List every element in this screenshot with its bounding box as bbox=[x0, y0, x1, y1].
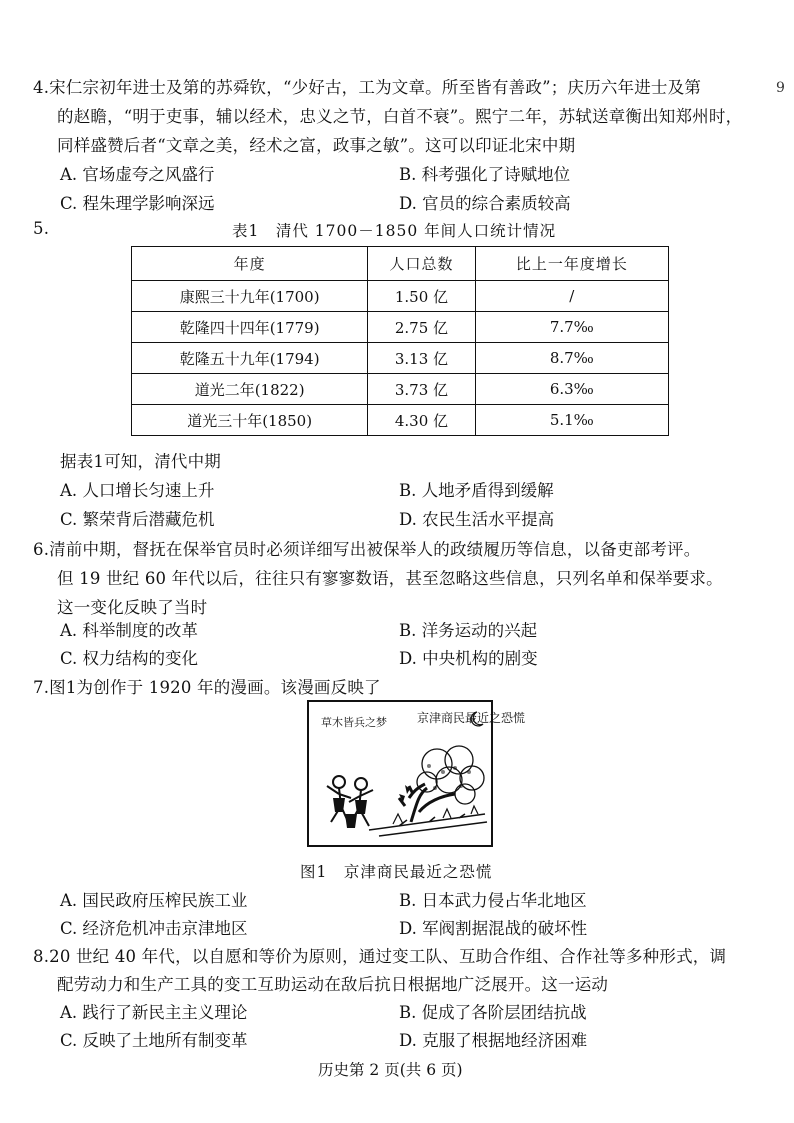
q6-option-b: B. 洋务运动的兴起 bbox=[399, 621, 538, 640]
q5-option-d: D. 农民生活水平提高 bbox=[399, 510, 555, 529]
page-footer: 历史第 2 页(共 6 页) bbox=[318, 1061, 463, 1079]
q7-option-d: D. 军阀割据混战的破坏性 bbox=[399, 919, 588, 938]
cell-year: 康熙三十九年(1700) bbox=[132, 281, 368, 312]
q8-option-d: D. 克服了根据地经济困难 bbox=[399, 1031, 588, 1050]
margin-mark: 9 bbox=[776, 80, 785, 96]
table-row bbox=[132, 343, 669, 374]
q6-option-c: C. 权力结构的变化 bbox=[60, 649, 199, 668]
q4-stem-line-2: 的赵瞻，“明于吏事，辅以经术，忠义之节，白首不衰”。熙宁二年，苏轼送章衡出知郑州时， bbox=[57, 107, 743, 126]
q4-option-c: C. 程朱理学影响深远 bbox=[60, 194, 215, 213]
q7-option-a: A. 国民政府压榨民族工业 bbox=[60, 891, 248, 910]
cell-year: 乾隆四十四年(1779) bbox=[132, 312, 368, 343]
cell-growth: 8.7‰ bbox=[475, 343, 668, 374]
q8-option-a: A. 践行了新民主主义理论 bbox=[60, 1003, 248, 1022]
cell-year: 乾隆五十九年(1794) bbox=[132, 343, 368, 374]
cell-growth: 7.7‰ bbox=[475, 312, 668, 343]
cartoon-text-left: 草木皆兵之梦 bbox=[321, 716, 387, 729]
cell-population: 3.13 亿 bbox=[368, 343, 475, 374]
q6-option-d: D. 中央机构的剧变 bbox=[399, 649, 538, 668]
table-title: 表1 清代 1700－1850 年间人口统计情况 bbox=[232, 222, 557, 240]
q4-option-b: B. 科考强化了诗赋地位 bbox=[399, 165, 571, 184]
table-header-row bbox=[132, 247, 669, 281]
q7-option-b: B. 日本武力侵占华北地区 bbox=[399, 891, 587, 910]
q7-stem: 7.图1为创作于 1920 年的漫画。该漫画反映了 bbox=[33, 678, 381, 697]
figure-caption: 图1 京津商民最近之恐慌 bbox=[300, 863, 493, 881]
q6-stem-line-3: 这一变化反映了当时 bbox=[57, 598, 208, 617]
q7-option-c: C. 经济危机冲击京津地区 bbox=[60, 919, 248, 938]
cartoon-figure bbox=[307, 700, 526, 847]
cell-population: 4.30 亿 bbox=[368, 405, 475, 436]
q5-option-c: C. 繁荣背后潜藏危机 bbox=[60, 510, 215, 529]
cell-year: 道光三十年(1850) bbox=[132, 405, 368, 436]
q8-option-b: B. 促成了各阶层团结抗战 bbox=[399, 1003, 587, 1022]
q4-option-a: A. 官场虚夸之风盛行 bbox=[60, 165, 215, 184]
cell-year: 道光二年(1822) bbox=[132, 374, 368, 405]
population-table bbox=[131, 246, 669, 436]
q4-option-d: D. 官员的综合素质较高 bbox=[399, 194, 571, 213]
cell-population: 1.50 亿 bbox=[368, 281, 475, 312]
cell-population: 2.75 亿 bbox=[368, 312, 475, 343]
q5-stem: 据表1可知，清代中期 bbox=[60, 452, 221, 471]
header-population: 人口总数 bbox=[368, 247, 475, 281]
header-growth: 比上一年度增长 bbox=[475, 247, 668, 281]
cell-growth: 5.1‰ bbox=[475, 405, 668, 436]
q5-number: 5. bbox=[33, 219, 50, 238]
cell-population: 3.73 亿 bbox=[368, 374, 475, 405]
q8-option-c: C. 反映了土地所有制变革 bbox=[60, 1031, 248, 1050]
table-row bbox=[132, 405, 669, 436]
q5-option-a: A. 人口增长匀速上升 bbox=[60, 481, 215, 500]
q6-option-a: A. 科举制度的改革 bbox=[60, 621, 198, 640]
q4-stem-line-1: 4.宋仁宗初年进士及第的苏舜钦，“少好古，工为文章。所至皆有善政”；庆历六年进士及第 bbox=[33, 78, 702, 97]
cartoon-text-right: 京津商民最近之恐慌 bbox=[417, 711, 526, 725]
header-year: 年度 bbox=[132, 247, 368, 281]
q5-option-b: B. 人地矛盾得到缓解 bbox=[399, 481, 554, 500]
q6-stem-line-2: 但 19 世纪 60 年代以后，往往只有寥寥数语，甚至忽略这些信息，只列名单和保举要求。 bbox=[57, 569, 723, 588]
table-row bbox=[132, 312, 669, 343]
q8-stem-line-1: 8.20 世纪 40 年代，以自愿和等价为原则，通过变工队、互助合作组、合作社等多种形式，调 bbox=[33, 947, 727, 966]
cartoon-illustration bbox=[309, 702, 526, 845]
q4-stem-line-3: 同样盛赞后者“文章之美，经术之富，政事之敏”。这可以印证北宋中期 bbox=[57, 136, 576, 155]
q8-stem-line-2: 配劳动力和生产工具的变工互助运动在敌后抗日根据地广泛展开。这一运动 bbox=[57, 975, 609, 994]
table-row bbox=[132, 374, 669, 405]
cell-growth: / bbox=[475, 281, 668, 312]
table-row bbox=[132, 281, 669, 312]
q6-stem-line-1: 6.清前中期，督抚在保举官员时必须详细写出被保举人的政绩履历等信息，以备吏部考评。 bbox=[33, 540, 701, 559]
cell-growth: 6.3‰ bbox=[475, 374, 668, 405]
